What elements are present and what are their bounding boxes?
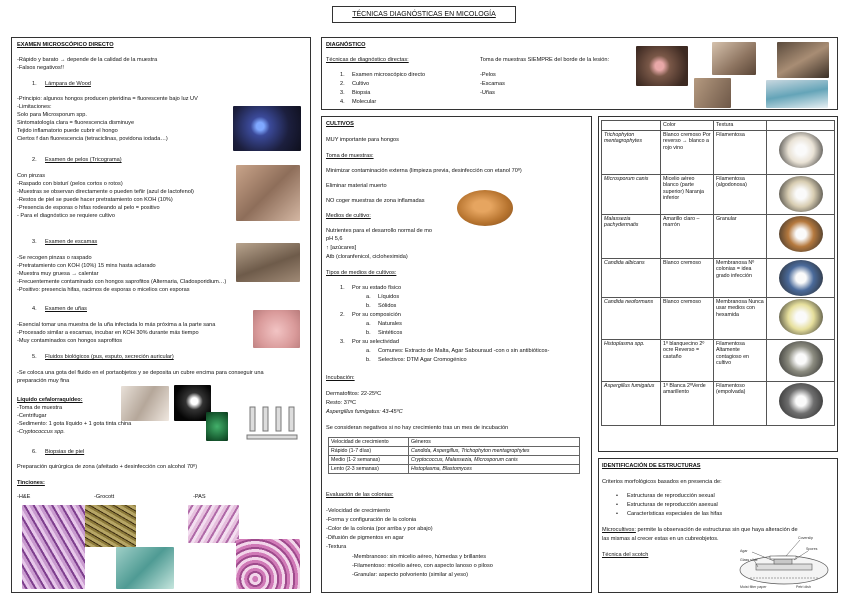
page-title: TÉCNICAS DIAGNÓSTICAS EN MICOLOGÍA	[332, 6, 516, 23]
wood-lamp-photo	[233, 106, 301, 151]
species-texture: Filamentosa	[714, 130, 767, 174]
tipos-item: Por su selectividad	[352, 339, 399, 345]
vel-cell: Lento (2-3 semanas)	[329, 465, 409, 474]
s3-line: -Muestra muy gruesa → calentar	[17, 271, 99, 277]
culture-plate-photo	[779, 132, 823, 168]
lesion-photo-1	[636, 46, 688, 86]
lcr-title: Líquido cefalorraquídeo:	[17, 397, 83, 403]
culture-plate-cell	[767, 258, 835, 297]
vel-cell: Cryptococcus, Malassezia, Microsporum canis	[409, 456, 580, 465]
species-color: 1º blanquecino 2º ocre Reverso = castaño	[661, 339, 714, 381]
vel-header: Géneros	[409, 438, 580, 447]
ident-item: Estructuras de reproducción asexual	[627, 502, 718, 508]
s4-title: Examen de uñas	[45, 306, 87, 312]
tipos-item: Por su estado físico	[352, 285, 402, 291]
tipos-item: Por su composición	[352, 312, 401, 318]
ident-micro-text2: las mismas al crecer estas en un cubreobjetos.	[602, 536, 719, 542]
species-row	[602, 339, 835, 381]
s5-title: Fluidos biológicos (pus, esputo, secreción auricular)	[45, 354, 174, 360]
vel-cell: Rápido (1-7 días)	[329, 447, 409, 456]
tipos-item: Selectivos: DTM Agar Cromogénico	[378, 357, 467, 363]
s6-line: Preparación quirúrgica de zona (afeitado + desinfección con alcohol 70º)	[17, 464, 198, 470]
cult-heading: CULTIVOS	[326, 121, 354, 127]
species-color: Micelio aéreo blanco (parte superior) Naranja inferior	[661, 174, 714, 214]
tipos-num: a.	[366, 321, 371, 327]
diag-tech-title: Técnicas de diagnóstico directas:	[326, 57, 409, 63]
species-row	[602, 258, 835, 297]
species-texture: Filamentosa Altamente contagioso en cultivo	[714, 339, 767, 381]
tipos-item: Líquidos	[378, 294, 400, 300]
cult-medios-line: ↑ [azúcares]	[326, 245, 357, 251]
s3-num: 3.	[32, 239, 37, 245]
cult-medios-line: Atb (cloranfenicol, cicloheximida)	[326, 254, 408, 260]
nail-photo	[253, 310, 300, 348]
cult-negativos: Se consideran negativos si no hay crecimiento tras un mes de incubación	[326, 425, 509, 431]
tipos-item: Naturales	[378, 321, 402, 327]
s5-line: -Se coloca una gota del fluido en el portaobjetos y se deposita un cubre encima para conseguir una	[17, 370, 264, 376]
species-texture: Membranosa Nunca usar medios con hexamida	[714, 297, 767, 339]
species-color: Blanco cremoso	[661, 297, 714, 339]
species-texture: Filamentoso (empolvada)	[714, 381, 767, 425]
ident-bullet: •	[616, 502, 618, 508]
tipos-item: Sintéticos	[378, 330, 403, 336]
lcr-line: -Sedimento: 1 gota líquido + 1 gota tinta china	[17, 421, 132, 427]
ident-item: Características especiales de las hifas	[627, 511, 723, 517]
lesion-photo-2	[712, 42, 756, 75]
he-stain-photo	[22, 505, 85, 589]
left-intro-2: -Falsos negativos!!	[17, 65, 64, 71]
s3-line: -Positivo: presencia hifas, racimos de esporas o micelios con esporas	[17, 287, 190, 293]
species-header	[602, 121, 661, 131]
species-row	[602, 297, 835, 339]
diagram-label-spores: Spores	[806, 547, 818, 551]
tipos-num: 3.	[340, 339, 345, 345]
culture-plate-photo	[779, 299, 823, 335]
left-intro-1: -Rápido y barato → depende de la calidad de la muestra	[17, 57, 158, 63]
culture-plate-cell	[767, 214, 835, 258]
cult-medios-line: Nutrientes para el desarrollo normal de mo	[326, 228, 433, 234]
lesion-photo-4	[694, 78, 731, 108]
cult-eval-line: -Textura	[326, 544, 347, 550]
species-name: Microsporum canis	[602, 174, 661, 214]
ident-bullet: •	[616, 493, 618, 499]
culture-plate-photo	[779, 260, 823, 296]
s1-line: Sintomatología clara = fluorescencia disminuye	[17, 120, 135, 126]
species-row	[602, 130, 835, 174]
species-texture: Granular	[714, 214, 767, 258]
lesion-photo-3	[777, 42, 829, 78]
diag-tech-num: 1.	[340, 72, 345, 78]
culture-plate-cell	[767, 381, 835, 425]
vel-header: Velocidad de crecimiento	[329, 438, 409, 447]
scales-photo	[236, 243, 300, 282]
s2-num: 2.	[32, 157, 37, 163]
s2-line: - Para el diagnóstico se requiere cultivo	[17, 213, 115, 219]
s4-line: -Esencial tomar una muestra de la uña infectada lo más próxima a la parte sana	[17, 322, 216, 328]
lcr-sample-photo	[121, 386, 169, 421]
pas-stain-photo-2	[236, 539, 300, 589]
microculture-diagram-icon	[736, 530, 832, 590]
tipos-item: Sólidos	[378, 303, 397, 309]
ident-item: Estructuras de reproducción sexual	[627, 493, 715, 499]
species-texture: Membranosa Nº colonias = idea grado infección	[714, 258, 767, 297]
culture-plate-photo	[779, 176, 823, 212]
diagram-label-filter-paper: Moist filter paper	[740, 585, 767, 589]
s3-line: -Frecuentemente contaminado con hongos saprofitos (Alternaria, Cladosporidium…)	[17, 279, 227, 285]
cult-eval-line: -Forma y configuración de la colonia	[326, 517, 417, 523]
ident-micro-text: permite la observación de estructuras sin que haya alteración de	[635, 527, 798, 533]
species-color: Blanco cremoso	[661, 258, 714, 297]
tincion-he: -H&E	[17, 494, 31, 500]
species-color: Amarillo claro – marrón	[661, 214, 714, 258]
cult-toma-line: Eliminar material muerto	[326, 183, 387, 189]
s2-title: Examen de pelos (Tricograma)	[45, 157, 122, 163]
diagram-label-petri-dish: Petri dish	[796, 585, 811, 589]
s1-line: Ciertos f dan fluorescencia (tetraciclinas, povidona iodada…)	[17, 136, 168, 142]
culture-plate-cell	[767, 339, 835, 381]
cult-medios-line: pH 5,6	[326, 236, 343, 242]
diag-toma-item: -Escamas	[480, 81, 505, 87]
s2-line: -Muestras se observan directamente o pueden teñir (azul de lactofenol)	[17, 189, 194, 195]
cult-incub-line: Dermatofitos: 22-25ºC	[326, 391, 382, 397]
left-heading: EXAMEN MICROSCÓPICO DIRECTO	[17, 42, 114, 48]
diagram-label-coverslip: Coverslip	[798, 536, 813, 540]
tipos-item: Comunes: Extracto de Malta, Agar Sabouraud -con o sin antibióticos-	[378, 348, 550, 354]
tipos-num: a.	[366, 294, 371, 300]
diag-heading: DIAGNÓSTICO	[326, 42, 366, 48]
petri-dish-photo	[457, 190, 513, 226]
species-header: Textura	[714, 121, 767, 131]
s3-line: -Pretratamiento con KOH (10%) 15 mins hasta aclarado	[17, 263, 156, 269]
cult-medios-title: Medios de cultivo:	[326, 213, 371, 219]
tipos-num: b.	[366, 357, 371, 363]
species-name: Candida albicans	[602, 258, 661, 297]
s6-num: 6.	[32, 449, 37, 455]
s2-line: Con pinzas	[17, 173, 45, 179]
pas-stain-photo	[188, 505, 239, 543]
species-name: Histoplasma spp.	[602, 339, 661, 381]
species-header: Color	[661, 121, 714, 131]
hair-sample-photo	[236, 165, 300, 221]
diag-toma: Toma de muestras SIEMPRE del borde de la lesión:	[480, 57, 610, 63]
lcr-line: -Centrifugar	[17, 413, 47, 419]
species-texture: Filamentosa (algodonosa)	[714, 174, 767, 214]
s1-title: Lámpara de Wood	[45, 81, 91, 87]
s4-num: 4.	[32, 306, 37, 312]
species-color: 1º Blanca 2ºVerde amarillento	[661, 381, 714, 425]
cult-textura-line: -Membranoso: sin micelio aéreo, húmedas y brillantes	[352, 554, 486, 560]
tipos-num: 2.	[340, 312, 345, 318]
growth-speed-table	[328, 437, 580, 474]
s1-line: Tejido inflamatorio puede cubrir el hongo	[17, 128, 118, 134]
cult-line: MUY importante para hongos	[326, 137, 399, 143]
cult-textura-line: -Granular: aspecto polvoriento (similar al yeso)	[352, 572, 468, 578]
cult-toma-title: Toma de muestras:	[326, 153, 374, 159]
vel-cell: Histoplasma, Blastomyces	[409, 465, 580, 474]
s4-line: -Procesado similar a escamas, incubar en KOH 30% durante más tiempo	[17, 330, 199, 336]
culture-plate-cell	[767, 174, 835, 214]
diag-toma-item: -Uñas	[480, 90, 495, 96]
diag-tech-item: Cultivo	[352, 81, 370, 87]
s5-num: 5.	[32, 354, 37, 360]
cult-tipos-title: Tipos de medios de cultivos:	[326, 270, 397, 276]
s6-title: Biopsias de piel	[45, 449, 85, 455]
diagram-label-agar: Agar	[740, 549, 748, 553]
cult-toma-line: NO coger muestras de zona inflamadas	[326, 198, 425, 204]
cult-textura-line: -Filamentoso: micelio aéreo, con aspecto lanoso o piloso	[352, 563, 493, 569]
species-color: Blanco cremoso Por reverso → blanco a rojo vino	[661, 130, 714, 174]
species-row	[602, 174, 835, 214]
tipos-num: b.	[366, 303, 371, 309]
diag-tech-num: 2.	[340, 81, 345, 87]
diag-tech-num: 4.	[340, 99, 345, 105]
cult-incub-title: Incubación:	[326, 375, 355, 381]
cryptococcus-micro-photo	[206, 412, 228, 441]
culture-plate-photo	[779, 383, 823, 419]
diagram-label-glass-slide: Glass slide	[740, 558, 758, 562]
s2-line: -Presencia de esporas o hifas rodeando al pelo = positivo	[17, 205, 160, 211]
s2-line: -Restos de piel se puede hacer pretratamiento con KOH (10%)	[17, 197, 173, 203]
species-name: Aspergillus fumigatus	[602, 381, 661, 425]
culture-plate-cell	[767, 297, 835, 339]
s2-line: -Raspado con bisturí (pelos cortos o rotos)	[17, 181, 123, 187]
species-name: Malassezia pachydermatis	[602, 214, 661, 258]
cult-eval-line: -Difusión de pigmentos en agar	[326, 535, 404, 541]
tipos-num: a.	[366, 348, 371, 354]
ident-micro-label: Microcultivos:	[602, 527, 636, 533]
species-header	[767, 121, 835, 131]
tipos-num: b.	[366, 330, 371, 336]
s4-line: -Muy contaminados con hongos saprofitos	[17, 338, 123, 344]
centrifuge-tubes-icon	[245, 403, 300, 447]
culture-plate-photo	[779, 341, 823, 377]
species-row	[602, 214, 835, 258]
ident-intro: Criterios morfológicos basados en presencia de:	[602, 479, 722, 485]
s1-num: 1.	[32, 81, 37, 87]
s5-line: preparación muy fina	[17, 378, 70, 384]
diag-tech-item: Examen microscópico directo	[352, 72, 426, 78]
diag-toma-item: -Pelos	[480, 72, 496, 78]
lcr-line: -Toma de muestra	[17, 405, 63, 411]
tincion-pas: -PAS	[193, 494, 206, 500]
grocott-stain-photo	[85, 505, 136, 547]
species-table	[601, 120, 835, 426]
ident-bullet: •	[616, 511, 618, 517]
cult-toma-line: Minimizar contaminación externa (limpieza previa, desinfección con etanol 70º)	[326, 168, 522, 174]
diag-tech-num: 3.	[340, 90, 345, 96]
ident-heading: IDENTIFICACIÓN DE ESTRUCTURAS	[602, 463, 701, 469]
s1-line: Solo para Microsporum spp.	[17, 112, 87, 118]
vel-cell: Candida, Aspergillus, Trichophyton mentagrophytes	[409, 447, 580, 456]
species-name: Trichophyton mentagrophytes	[602, 130, 661, 174]
grocott-stain-photo-2	[116, 547, 174, 589]
species-name: Candida neoformans	[602, 297, 661, 339]
ident-scotch: Técnica del scotch	[602, 552, 649, 558]
cult-incub-line: Resto: 37ºC	[326, 400, 357, 406]
culture-plate-photo	[779, 216, 823, 252]
lesion-photo-5	[766, 80, 828, 108]
culture-plate-cell	[767, 130, 835, 174]
s3-title: Examen de escamas	[45, 239, 98, 245]
s1-line: -Principio: algunos hongos producen pteridina = fluorescente bajo luz UV	[17, 96, 198, 102]
diag-tech-item: Molecular	[352, 99, 377, 105]
s1-line: -Limitaciones:	[17, 104, 52, 110]
diag-tech-item: Biopsia	[352, 90, 371, 96]
tinciones-title: Tinciones:	[17, 480, 45, 486]
species-row	[602, 381, 835, 425]
cult-eval-line: -Color de la colonia (por arriba y por abajo)	[326, 526, 433, 532]
s3-line: -Se recogen pinzas o raspado	[17, 255, 92, 261]
tipos-num: 1.	[340, 285, 345, 291]
vel-cell: Medio (1-2 semanas)	[329, 456, 409, 465]
cult-eval-title: Evaluación de las colonias:	[326, 492, 394, 498]
tincion-grocott: -Grocott	[94, 494, 115, 500]
cult-eval-line: -Velocidad de crecimiento	[326, 508, 391, 514]
cult-incub-line: Aspergillus fumigatus: 43-45ºC	[326, 409, 403, 415]
lcr-line: -Cryptococcus spp.	[17, 429, 65, 435]
